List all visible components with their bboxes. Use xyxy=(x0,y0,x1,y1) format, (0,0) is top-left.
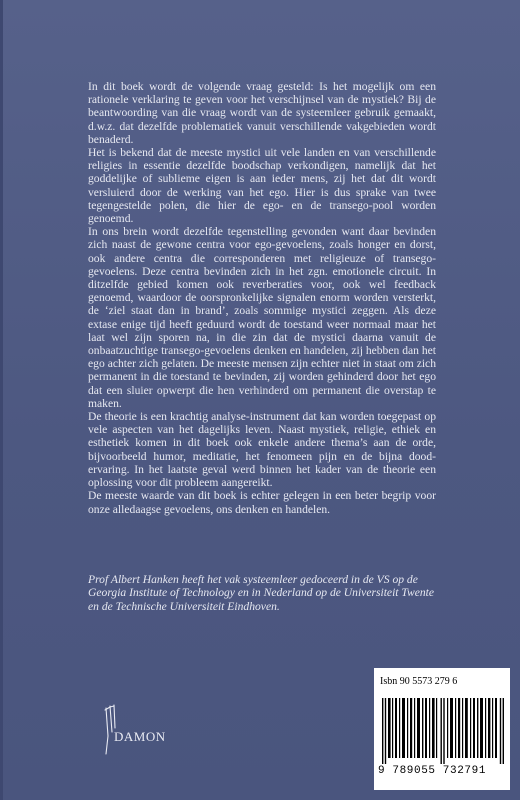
publisher-name: DAMON xyxy=(114,729,166,744)
publisher-logo xyxy=(100,702,180,772)
author-bio: Prof Albert Hanken heeft het vak systeemleer gedoceerd in de VS op de Georgia Institute of Technology en in Nederland op de Universiteit Twente en de Technische Universiteit Eindhoven. xyxy=(88,573,435,613)
ean-digits: 9 789055 732791 xyxy=(378,765,487,777)
blurb-paragraph-3: In ons brein wordt dezelfde tegenstelling gevonden want daar bevinden zich naast de gewone centra voor ego-gevoelens, zoals honger en dorst, ook andere centra die corresponderen met religieuze of transego-gevoelens. Deze centra bevinden zich in het zgn. emotionele circuit. In ditzelfde gebied komen ook reverberaties voor, ook wel feedback genoemd, waardoor de oorspronkelijke signalen enorm worden versterkt, de ‘ziel staat dan in brand’, zoals sommige mystici zeggen. Als deze extase enige tijd heeft geduurd wordt de toestand weer normaal maar het laat wel zijn sporen na, in die zin dat de mystici daarna vanuit de onbaatzuchtige transego-gevoelens denken en handelen, zij hebben dan het ego achter zich gelaten. De meeste mensen zijn echter niet in staat om zich permanent in die toestand te bevinden, zij worden gehinderd door het ego dat een sluier opwerpt die hen verhinderd om permanent die overstap te maken. xyxy=(88,225,436,410)
spine-edge xyxy=(0,0,3,800)
barcode-panel xyxy=(374,668,510,790)
blurb-paragraph-2: Het is bekend dat de meeste mystici uit vele landen en van verschillende religies in essentie dezelfde boodschap verkondigen, namelijk dat het goddelijke of sublieme eigen is aan ieder mens, zij het dat dit wordt versluierd door de werking van het ego. Hier is dus sprake van twee tegengestelde polen, die hier de ego- en de transego-pool worden genoemd. xyxy=(88,146,436,226)
blurb-paragraph-4: De theorie is een krachtig analyse-instrument dat kan worden toegepast op vele aspecten van het dagelijks leven. Naast mystiek, religie, ethiek en esthetiek komen in dit boek ook enkele andere thema’s aan de orde, bijvoorbeeld humor, meditatie, het fenomeen pijn en de bijna dood-ervaring. In het laatste geval werd binnen het kader van de theorie een oplossing voor dit probleem aangereikt. xyxy=(88,410,436,490)
barcode-icon xyxy=(382,698,504,764)
blurb-paragraph-1: In dit boek wordt de volgende vraag gesteld: Is het mogelijk om een rationele verklaring te geven voor het verschijnsel van de mystiek? Bij de beantwoording van die vraag wordt van de systeemleer gebruik gemaakt, d.w.z. dat dezelfde problematiek vanuit verschillende vakgebieden wordt benaderd. xyxy=(88,80,436,146)
blurb-paragraph-5: De meeste waarde van dit boek is echter gelegen in een beter begrip voor onze alledaagse gevoelens, ons denken en handelen. xyxy=(88,489,436,516)
isbn-label: Isbn 90 5573 279 6 xyxy=(380,676,458,687)
blurb-text xyxy=(88,80,436,516)
